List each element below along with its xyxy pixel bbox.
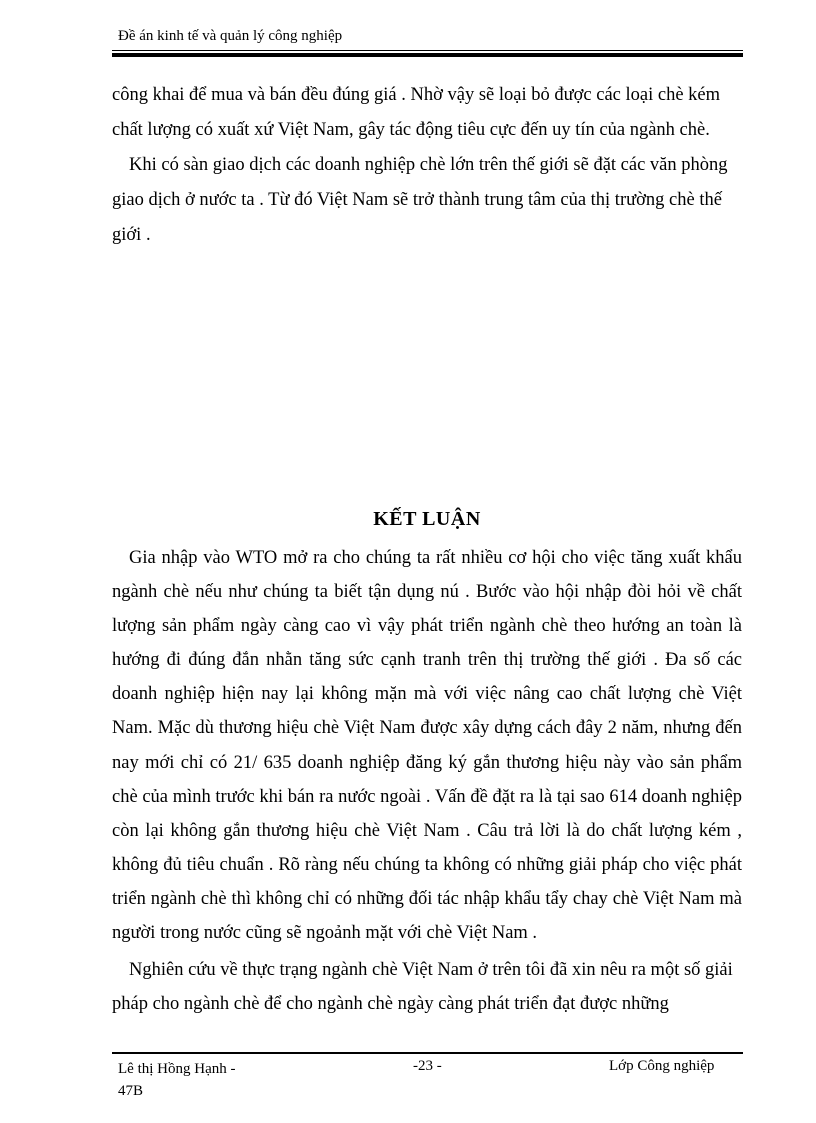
paragraph-trading-floor: Khi có sàn giao dịch các doanh nghiệp chè lớn trên thế giới sẽ đặt các văn phòng giao dịch ở nước ta . Từ đó Việt Nam sẽ trở thành trung tâm của thị trường chè thế giới . bbox=[112, 155, 728, 245]
paragraph-conclusion-research: Nghiên cứu về thực trạng ngành chè Việt Nam ở trên tôi đã xin nêu ra một số giải pháp cho ngành chè để cho ngành chè ngày càng phát triển đạt được những bbox=[112, 960, 733, 1014]
paragraph-conclusion-wto: Gia nhập vào WTO mở ra cho chúng ta rất nhiều cơ hội cho việc tăng xuất khẩu ngành chè nếu như chúng ta biết tận dụng nú . Bước vào hội nhập đòi hỏi về chất lượng sản phẩm ngày càng cao vì vậy phát triển ngành chè theo hướng an toàn là hướng đi đúng đắn nhằn tăng sức cạnh tranh trên thị trường thế giới . Đa số các doanh nghiệp hiện nay lại không mặn mà với việc nâng cao chất lượng chè Việt Nam. Mặc dù thương hiệu chè Việt Nam được xây dựng cách đây 2 năm, nhưng đến nay mới chỉ có 21/ 635 doanh nghiệp đăng ký gắn thương hiệu này vào sản phẩm chè của mình trước khi bán ra nước ngoài . Vấn đề đặt ra là tại sao 614 doanh nghiệp còn lại không gắn thương hiệu chè Việt Nam . Câu trả lời là do chất lượng kém , không đủ tiêu chuẩn . Rõ ràng nếu chúng ta không có những giải pháp cho việc phát triển ngành chè thì không chỉ có những đối tác nhập khẩu tẩy chay chè Việt Nam mà người trong nước cũng sẽ ngoảnh mặt với chè Việt Nam . bbox=[112, 548, 742, 944]
header-rule-thick bbox=[112, 53, 743, 57]
paragraph-market-transparency: công khai để mua và bán đều đúng giá . Nhờ vậy sẽ loại bỏ được các loại chè kém chất lượng có xuất xứ Việt Nam, gây tác động tiêu cực đến uy tín của ngành chè. bbox=[112, 85, 721, 140]
header-rule-thin bbox=[112, 50, 743, 51]
header-title: Đề án kinh tế và quản lý công nghiệp bbox=[118, 28, 343, 44]
footer-author-class-code: 47B bbox=[118, 1083, 144, 1099]
footer-author-name: Lê thị Hồng Hạnh - bbox=[118, 1061, 236, 1077]
footer-rule bbox=[112, 1052, 743, 1054]
footer-class-name: Lớp Công nghiệp bbox=[609, 1058, 715, 1074]
conclusion-title: KẾT LUẬN bbox=[373, 508, 481, 530]
footer-author bbox=[118, 1058, 235, 1102]
footer-page-number: -23 - bbox=[413, 1058, 442, 1074]
